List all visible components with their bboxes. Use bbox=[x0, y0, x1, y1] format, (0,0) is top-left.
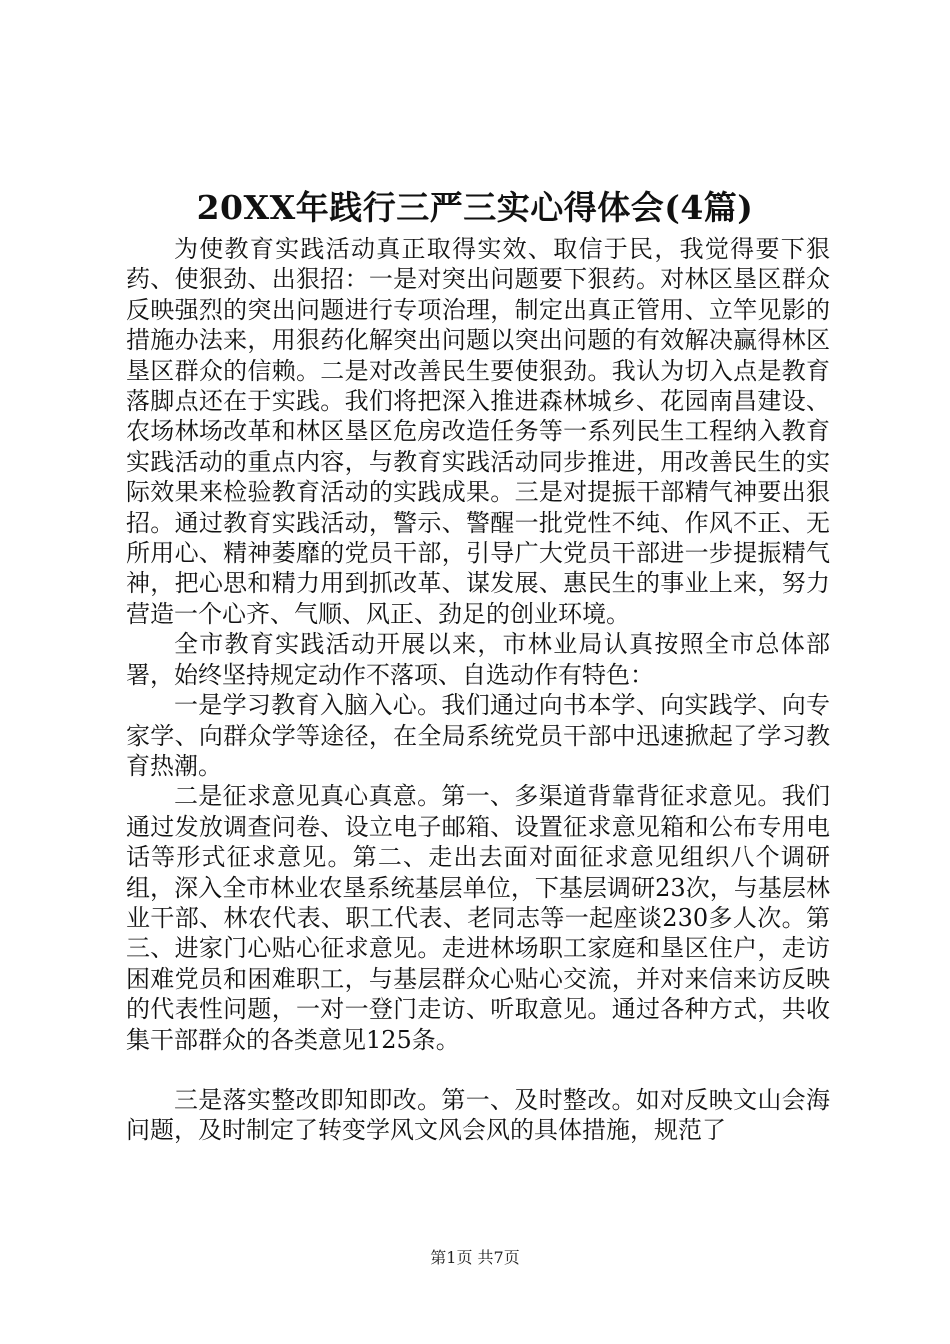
paragraph: 为使教育实践活动真正取得实效、取信于民，我觉得要下狠药、使狠劲、出狠招：一是对突出问题要下狠药。对林区垦区群众反映强烈的突出问题进行专项治理，制定出真正管用、立竿见影的措施办法来，用狠药化解突出问题以突出问题的有效解决赢得林区垦区群众的信赖。二是对改善民生要使狠劲。我认为切入点是教育落脚点还在于实践。我们将把深入推进森林城乡、花园南昌建设、农场林场改革和林区垦区危房改造任务等一系列民生工程纳入教育实践活动的重点内容，与教育实践活动同步推进，用改善民生的实际效果来检验教育活动的实践成果。三是对提振干部精气神要出狠招。通过教育实践活动，警示、警醒一批党性不纯、作风不正、无所用心、精神萎靡的党员干部，引导广大党员干部进一步提振精气神，把心思和精力用到抓改革、谋发展、惠民生的事业上来，努力营造一个心齐、气顺、风正、劲足的创业环境。 bbox=[126, 235, 830, 628]
paragraph: 全市教育实践活动开展以来，市林业局认真按照全市总体部署，始终坚持规定动作不落项、自选动作有特色： bbox=[126, 630, 830, 689]
paragraph: 三是落实整改即知即改。第一、及时整改。如对反映文山会海问题，及时制定了转变学风文风会风的具体措施，规范了 bbox=[126, 1085, 830, 1145]
page-indicator: 第1页 共7页 bbox=[430, 1248, 520, 1267]
paragraph: 二是征求意见真心真意。第一、多渠道背靠背征求意见。我们通过发放调查问卷、设立电子邮箱、设置征求意见箱和公布专用电话等形式征求意见。第二、走出去面对面征求意见组织八个调研组，深入全市林业农垦系统基层单位，下基层调研23次，与基层林业干部、林农代表、职工代表、老同志等一起座谈230多人次。第三、进家门心贴心征求意见。走进林场职工家庭和垦区住户，走访困难党员和困难职工，与基层群众心贴心交流，并对来信来访反映的代表性问题，一对一登门走访、听取意见。通过各种方式，共收集干部群众的各类意见125条。 bbox=[126, 782, 830, 1054]
paragraph: 一是学习教育入脑入心。我们通过向书本学、向实践学、向专家学、向群众学等途径，在全局系统党员干部中迅速掀起了学习教育热潮。 bbox=[126, 691, 830, 780]
document-title: 20XX年践行三严三实心得体会(4篇) bbox=[196, 188, 754, 227]
document-body bbox=[126, 234, 830, 1146]
